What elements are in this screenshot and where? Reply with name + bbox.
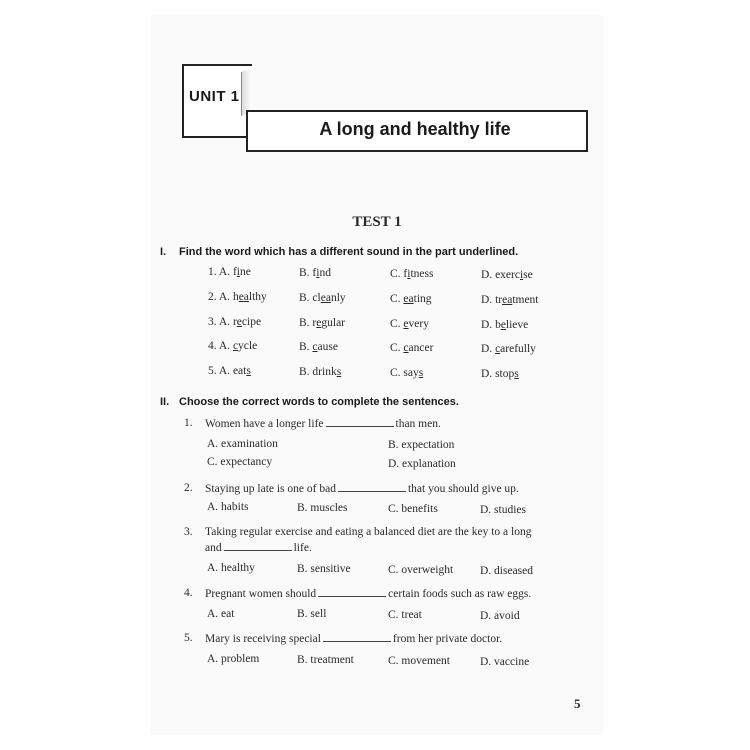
question-text-line2: and life. bbox=[205, 542, 312, 554]
option-b: B. muscles bbox=[297, 502, 348, 514]
option-d: D. studies bbox=[480, 504, 526, 516]
question-text: Women have a longer life than men. bbox=[205, 418, 441, 430]
underlined-part: c bbox=[403, 342, 409, 354]
choice-3-d: D. believe bbox=[481, 319, 529, 331]
section-2-instruction: Choose the correct words to complete the sentences. bbox=[179, 396, 459, 408]
choice-4-c: C. cancer bbox=[390, 342, 434, 354]
underlined-part: e bbox=[316, 317, 322, 329]
section-1-instruction: Find the word which has a different sound in the part underlined. bbox=[179, 246, 519, 258]
item-number: 3. bbox=[208, 316, 219, 328]
choice-1-b: B. find bbox=[299, 267, 331, 279]
underlined-part: ea bbox=[403, 293, 414, 305]
answer-blank bbox=[326, 417, 394, 427]
underlined-part: e bbox=[236, 316, 242, 328]
question-text-line1: Taking regular exercise and eating a balanced diet are the key to a long bbox=[205, 526, 532, 538]
choice-5-a: 5. A. eats bbox=[208, 365, 251, 377]
item-number: 2. bbox=[208, 291, 219, 303]
answer-blank bbox=[338, 482, 406, 492]
underlined-part: i bbox=[519, 269, 524, 281]
choice-5-b: B. drinks bbox=[299, 366, 342, 378]
choice-2-b: B. cleanly bbox=[299, 292, 346, 304]
option-d: D. vaccine bbox=[480, 656, 530, 668]
choice-3-a: 3. A. recipe bbox=[208, 316, 262, 328]
question-number: 2. bbox=[184, 482, 193, 494]
section-1-number: I. bbox=[160, 246, 167, 258]
choice-5-d: D. stops bbox=[481, 368, 519, 380]
answer-blank bbox=[323, 632, 391, 642]
option-b: B. sell bbox=[297, 608, 327, 620]
option-d: D. avoid bbox=[480, 610, 520, 622]
choice-4-b: B. cause bbox=[299, 341, 338, 353]
choice-1-c: C. fitness bbox=[390, 268, 434, 280]
choice-3-b: B. regular bbox=[299, 317, 346, 329]
item-number: 4. bbox=[208, 340, 219, 352]
choice-5-c: C. says bbox=[390, 367, 424, 379]
underlined-part: e bbox=[500, 319, 506, 331]
underlined-part: ea bbox=[238, 291, 249, 303]
option-a: A. problem bbox=[207, 653, 260, 665]
item-number: 1. bbox=[208, 266, 219, 278]
option-d: D. diseased bbox=[480, 565, 534, 577]
choice-2-d: D. treatment bbox=[481, 294, 539, 306]
option-b: B. sensitive bbox=[297, 563, 351, 575]
item-number: 5. bbox=[208, 365, 219, 377]
underlined-part: c bbox=[232, 340, 239, 352]
question-number: 3. bbox=[184, 526, 193, 538]
underlined-part: c bbox=[312, 341, 318, 353]
question-text: Mary is receiving special from her private doctor. bbox=[205, 633, 503, 645]
option-a: A. eat bbox=[207, 608, 235, 620]
choice-4-d: D. carefully bbox=[481, 343, 536, 355]
page-number: 5 bbox=[574, 696, 581, 711]
test-title: TEST 1 bbox=[352, 214, 402, 230]
underlined-part: i bbox=[407, 268, 411, 280]
answer-blank bbox=[224, 541, 292, 551]
page-title: A long and healthy life bbox=[319, 119, 511, 139]
option-c: C. treat bbox=[388, 609, 422, 621]
underlined-part: c bbox=[495, 343, 501, 355]
choice-1-a: 1. A. fine bbox=[208, 266, 251, 278]
answer-blank bbox=[318, 587, 386, 597]
underlined-part: s bbox=[418, 367, 424, 379]
choice-2-a: 2. A. healthy bbox=[208, 291, 267, 303]
underlined-part: i bbox=[236, 266, 240, 278]
option-a: A. examination bbox=[207, 438, 278, 450]
question-text: Pregnant women should certain foods such as raw eggs. bbox=[205, 588, 532, 600]
question-text: Staying up late is one of bad that you should give up. bbox=[205, 483, 519, 495]
question-number: 5. bbox=[184, 632, 193, 644]
choice-4-a: 4. A. cycle bbox=[208, 340, 258, 352]
option-c: C. overweight bbox=[388, 564, 454, 576]
underlined-part: e bbox=[403, 318, 409, 330]
question-number: 1. bbox=[184, 417, 193, 429]
section-2-number: II. bbox=[160, 396, 170, 408]
question-number: 4. bbox=[184, 587, 193, 599]
underlined-part: s bbox=[246, 365, 251, 377]
option-c: C. movement bbox=[388, 655, 450, 667]
unit-tab-fold bbox=[241, 68, 252, 116]
option-c: C. expectancy bbox=[207, 456, 273, 468]
option-d: D. explanation bbox=[388, 458, 456, 470]
unit-label: UNIT 1 bbox=[189, 88, 240, 105]
option-a: A. healthy bbox=[207, 562, 255, 574]
option-a: A. habits bbox=[207, 501, 249, 513]
option-b: B. treatment bbox=[297, 654, 354, 666]
underlined-part: ea bbox=[502, 294, 513, 306]
underlined-part: s bbox=[336, 366, 342, 378]
choice-1-d: D. exercise bbox=[481, 269, 533, 281]
underlined-part: ea bbox=[320, 292, 331, 304]
option-c: C. benefits bbox=[388, 503, 438, 515]
choice-2-c: C. eating bbox=[390, 293, 432, 305]
choice-3-c: C. every bbox=[390, 318, 429, 330]
option-b: B. expectation bbox=[388, 439, 455, 451]
underlined-part: s bbox=[514, 368, 519, 380]
textbook-page bbox=[152, 16, 602, 734]
underlined-part: i bbox=[316, 267, 320, 279]
